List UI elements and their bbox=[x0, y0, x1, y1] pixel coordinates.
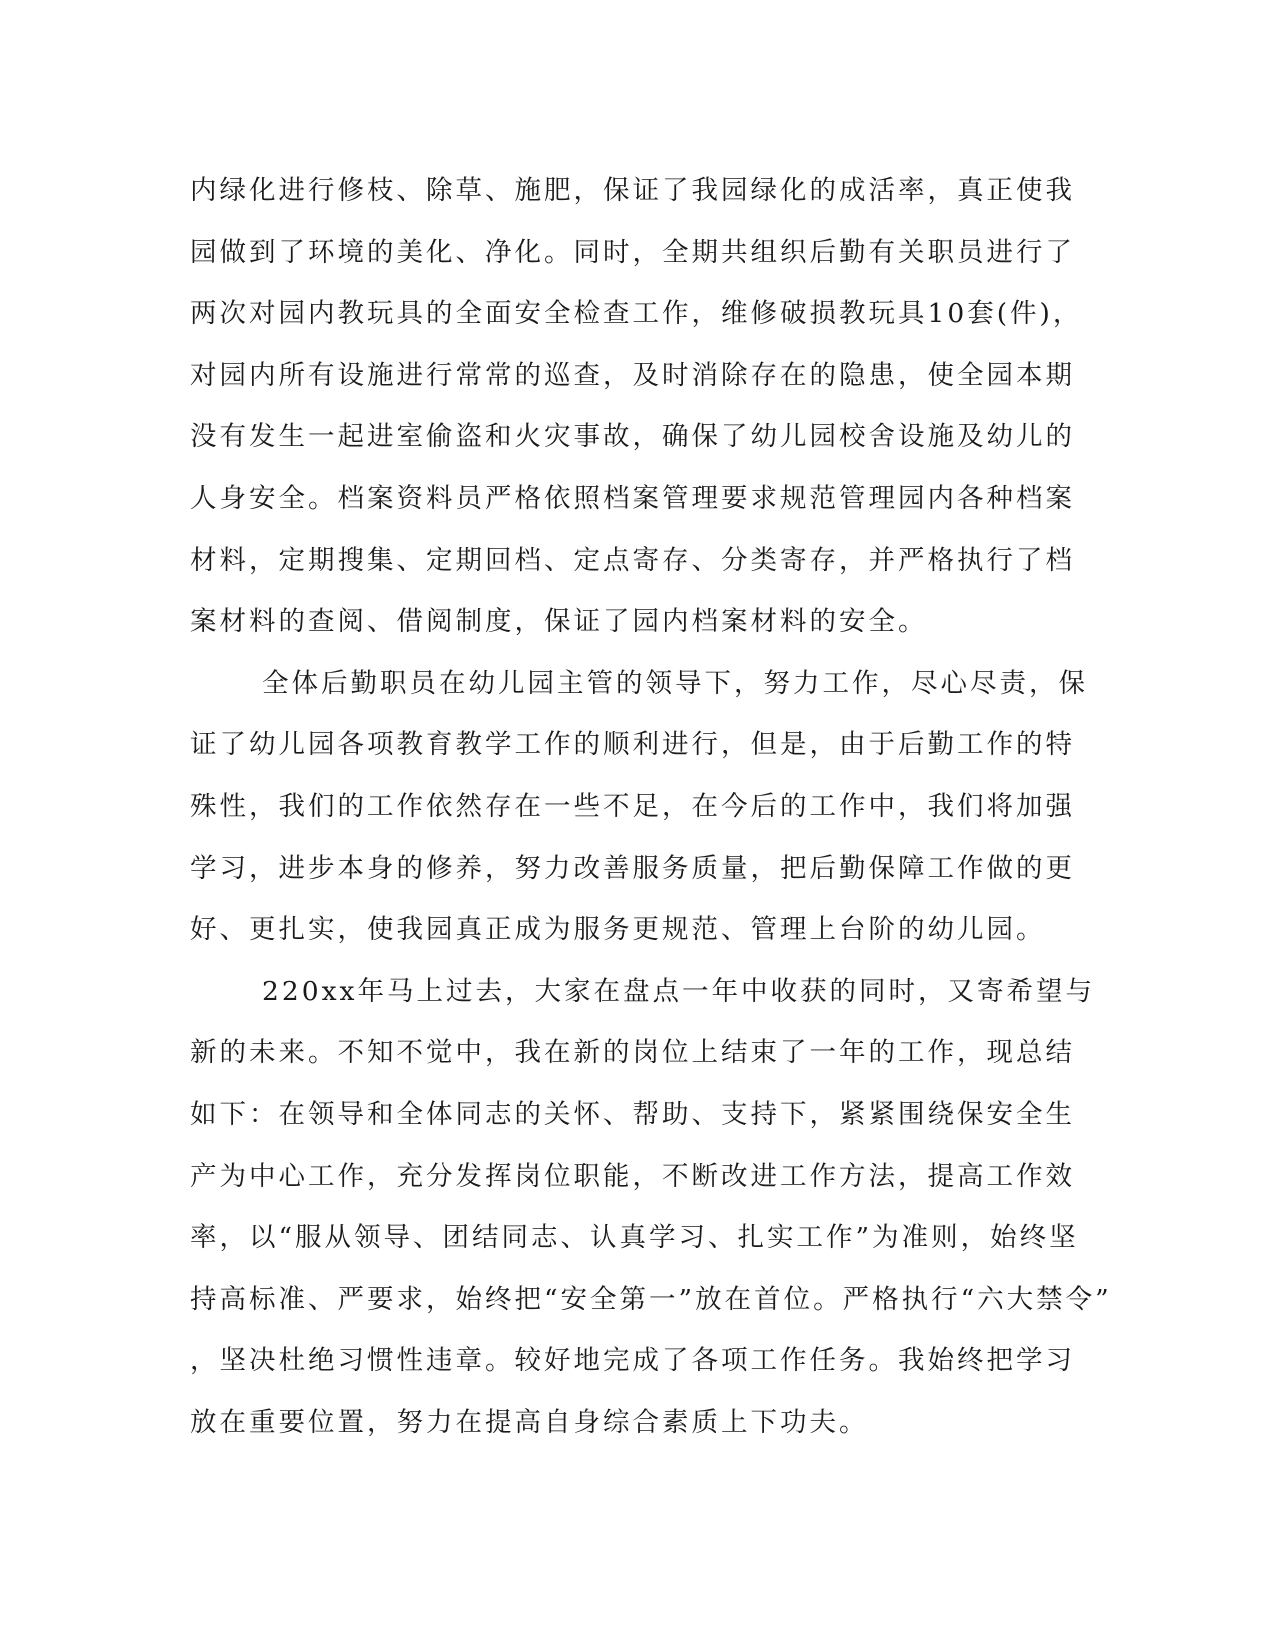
text-line: 学习，进步本身的修养，努力改善服务质量，把后勤保障工作做的更 bbox=[190, 852, 1075, 884]
text-line: 新的未来。不知不觉中，我在新的岗位上结束了一年的工作，现总结 bbox=[190, 1037, 1075, 1069]
text-line: 率，以“服从领导、团结同志、认真学习、扎实工作”为准则，始终坚 bbox=[190, 1222, 1079, 1254]
text-line: 园做到了环境的美化、净化。同时，全期共组织后勤有关职员进行了 bbox=[190, 236, 1075, 268]
text-line: 证了幼儿园各项教育教学工作的顺利进行，但是，由于后勤工作的特 bbox=[190, 729, 1075, 761]
text-line: 产为中心工作，充分发挥岗位职能，不断改进工作方法，提高工作效 bbox=[190, 1160, 1075, 1192]
text-line: 放在重要位置，努力在提高自身综合素质上下功夫。 bbox=[190, 1406, 869, 1438]
text-line: 两次对园内教玩具的全面安全检查工作，维修破损教玩具10套(件)， bbox=[190, 298, 1083, 330]
text-line: 案材料的查阅、借阅制度，保证了园内档案材料的安全。 bbox=[190, 606, 928, 638]
body-text bbox=[190, 160, 1112, 1453]
paragraph-2 bbox=[190, 653, 1088, 961]
text-line: ，坚决杜绝习惯性违章。较好地完成了各项工作任务。我始终把学习 bbox=[190, 1345, 1075, 1377]
text-line: 全体后勤职员在幼儿园主管的领导下，努力工作，尽心尽责，保 bbox=[262, 667, 1088, 699]
text-line: 没有发生一起进室偷盗和火灾事故，确保了幼儿园校舍设施及幼儿的 bbox=[190, 421, 1075, 453]
text-line: 内绿化进行修枝、除草、施肥，保证了我园绿化的成活率，真正使我 bbox=[190, 175, 1075, 206]
text-line: 人身安全。档案资料员严格依照档案管理要求规范管理园内各种档案 bbox=[190, 482, 1075, 514]
text-line: 220xx年马上过去，大家在盘点一年中收获的同时，又寄希望与 bbox=[262, 975, 1095, 1007]
text-line: 如下：在领导和全体同志的关怀、帮助、支持下，紧紧围绕保安全生 bbox=[190, 1098, 1075, 1130]
paragraph-3 bbox=[190, 961, 1112, 1454]
text-line: 材料，定期搜集、定期回档、定点寄存、分类寄存，并严格执行了档 bbox=[190, 544, 1075, 576]
text-line: 好、更扎实，使我园真正成为服务更规范、管理上台阶的幼儿园。 bbox=[190, 914, 1046, 946]
text-line: 持高标准、严要求，始终把“安全第一”放在首位。严格执行“六大禁令” bbox=[190, 1283, 1112, 1315]
text-line: 殊性，我们的工作依然存在一些不足，在今后的工作中，我们将加强 bbox=[190, 790, 1075, 822]
text-line: 对园内所有设施进行常常的巡查，及时消除存在的隐患，使全园本期 bbox=[190, 359, 1075, 391]
paragraph-1 bbox=[190, 160, 1083, 653]
